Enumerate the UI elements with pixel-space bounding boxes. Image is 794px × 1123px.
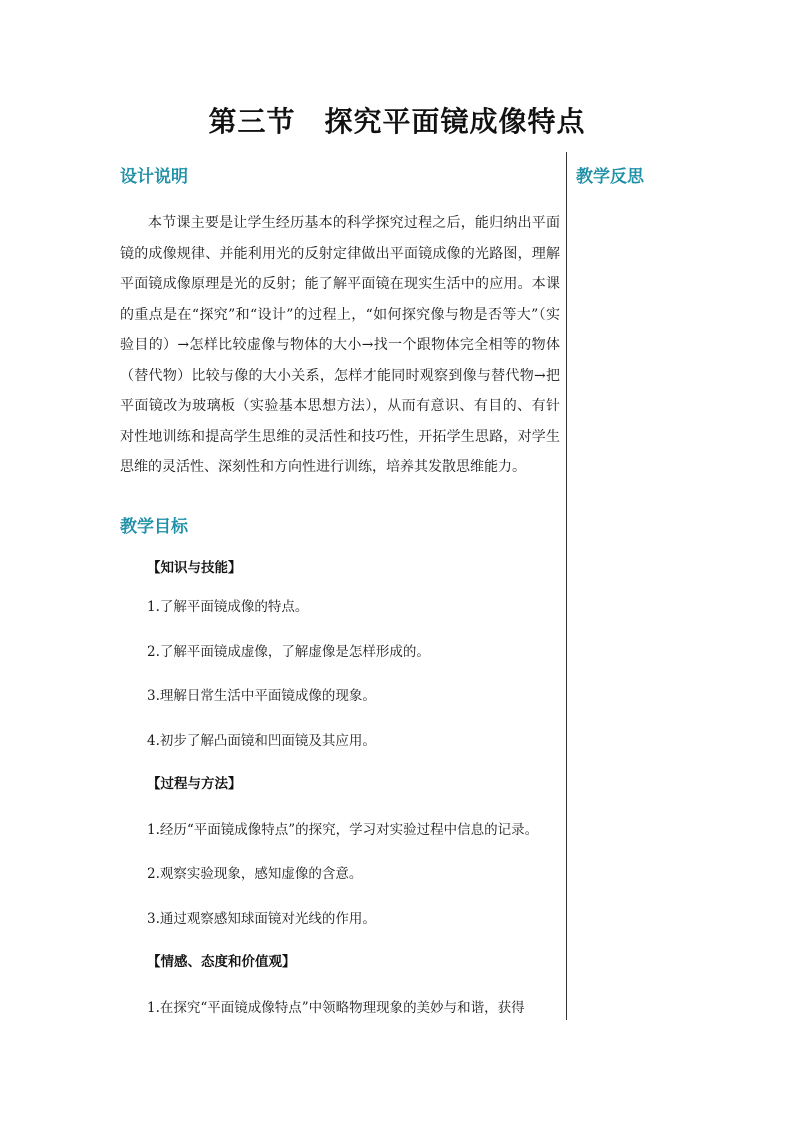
- design-heading: 设计说明: [120, 167, 188, 187]
- column-divider: [566, 152, 567, 1020]
- knowledge-heading: 【知识与技能】: [147, 560, 242, 576]
- process-heading: 【过程与方法】: [147, 776, 242, 792]
- reflection-heading: 教学反思: [576, 167, 644, 187]
- page-title: 第三节 探究平面镜成像特点: [208, 105, 586, 138]
- process-item: 3.通过观察感知球面镜对光线的作用。: [147, 911, 376, 927]
- knowledge-item: 3.理解日常生活中平面镜成像的现象。: [147, 688, 376, 704]
- process-item: 1.经历“平面镜成像特点”的探究，学习对实验过程中信息的记录。: [147, 822, 539, 838]
- goals-heading: 教学目标: [120, 517, 188, 537]
- knowledge-item: 2.了解平面镜成虚像，了解虚像是怎样形成的。: [147, 644, 430, 660]
- knowledge-item: 4.初步了解凸面镜和凹面镜及其应用。: [147, 733, 376, 749]
- knowledge-item: 1.了解平面镜成像的特点。: [147, 599, 309, 615]
- process-item: 2.观察实验现象，感知虚像的含意。: [147, 866, 363, 882]
- emotion-item: 1.在探究“平面镜成像特点”中领略物理现象的美妙与和谐，获得: [147, 1000, 525, 1016]
- emotion-heading: 【情感、态度和价值观】: [147, 954, 296, 970]
- design-paragraph: 本节课主要是让学生经历基本的科学探究过程之后，能归纳出平面镜的成像规律、并能利用光的反射定律做出平面镜成像的光路图，理解平面镜成像原理是光的反射；能了解平面镜在现实生活中的应用。本课的重点是在“探究”和“设计”的过程上，“如何探究像与物是否等大”（实验目的）→怎样比较虚像与物体的大小→找一个跟物体完全相等的物体（替代物）比较与像的大小关系，怎样才能同时观察到像与替代物→把平面镜改为玻璃板（实验基本思想方法），从而有意识、有目的、有针对性地训练和提高学生思维的灵活性和技巧性，开拓学生思路，对学生思维的灵活性、深刻性和方向性进行训练，培养其发散思维能力。: [120, 215, 560, 475]
